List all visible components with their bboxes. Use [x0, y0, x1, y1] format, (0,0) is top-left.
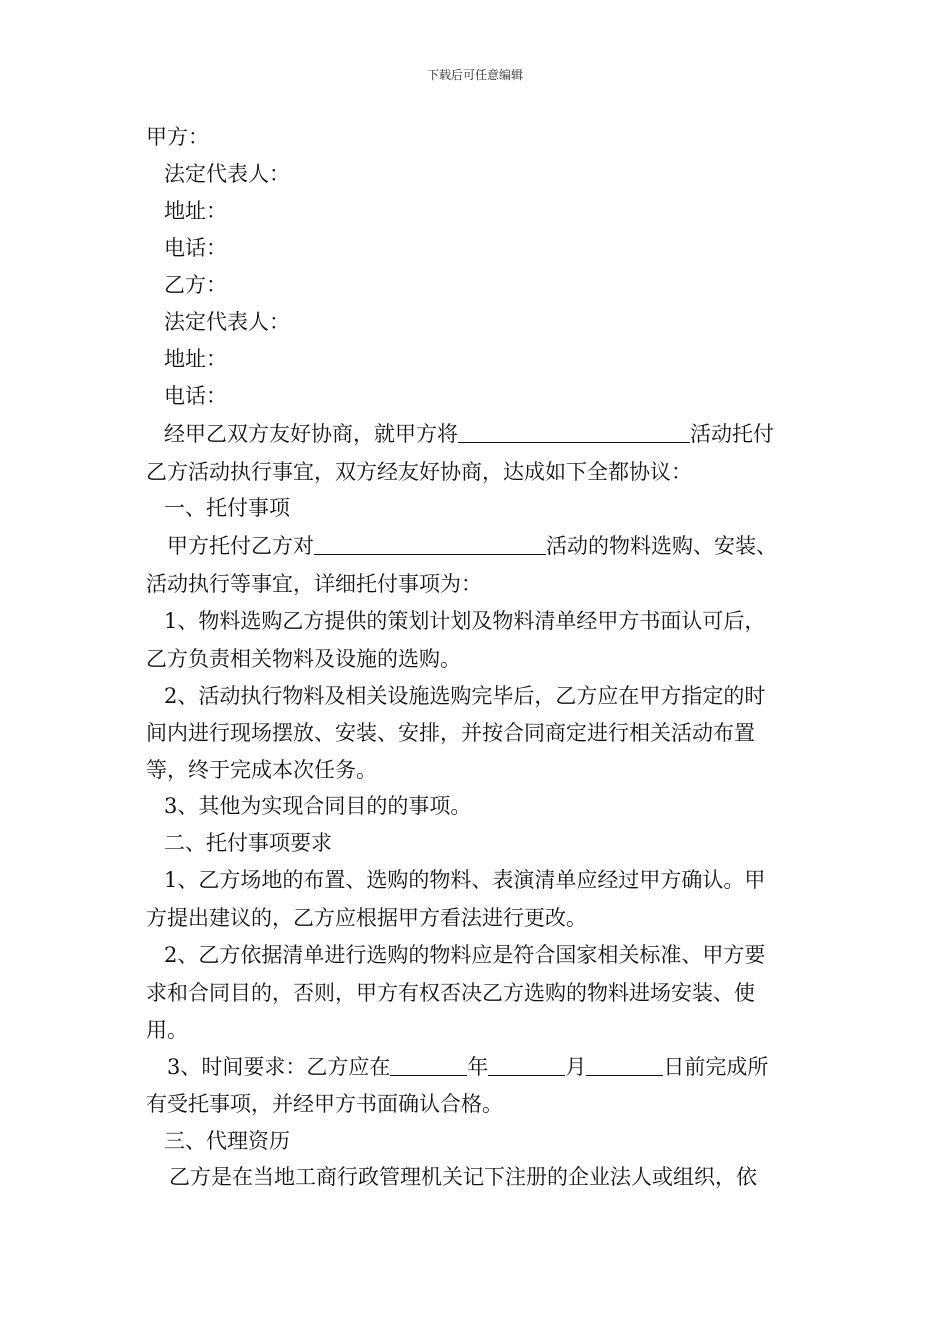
- text-line: [0, 1090, 950, 1118]
- text-segment: 2、乙方依据清单进行选购的物料应是符合国家相关标准、甲方要: [164, 943, 766, 967]
- text-line: [0, 494, 950, 522]
- text-segment: 月: [565, 1055, 587, 1079]
- text-segment: 电话：: [164, 236, 227, 260]
- text-segment: 三、代理资历: [164, 1129, 290, 1153]
- fill-in-blank[interactable]: [458, 422, 690, 443]
- text-segment: 乙方负责相关物料及设施的选购。: [146, 647, 461, 671]
- page-header-note: 下载后可任意编辑: [426, 68, 523, 82]
- text-segment: 地址：: [164, 199, 227, 223]
- text-line: [0, 532, 950, 560]
- text-line: [0, 941, 950, 969]
- fill-in-blank[interactable]: [314, 534, 546, 555]
- text-line: [0, 1163, 950, 1191]
- text-segment: 一、托付事项: [164, 496, 290, 520]
- text-line: [0, 904, 950, 932]
- text-line: [0, 866, 950, 894]
- text-segment: 电话：: [164, 384, 227, 408]
- text-segment: 求和合同目的，否则，甲方有权否决乙方选购的物料进场安装、使: [146, 981, 755, 1005]
- text-line: [0, 829, 950, 857]
- text-segment: 地址：: [164, 347, 227, 371]
- text-line: [0, 271, 950, 299]
- text-segment: 1、物料选购乙方提供的策划计划及物料清单经甲方书面认可后，: [164, 609, 766, 633]
- text-segment: 活动的物料选购、安装、: [546, 534, 777, 558]
- text-segment: 二、托付事项要求: [164, 831, 332, 855]
- text-line: [0, 458, 950, 486]
- fill-in-blank[interactable]: [390, 1055, 467, 1076]
- text-segment: 乙方活动执行事宜，双方经友好协商，达成如下全都协议：: [146, 460, 692, 484]
- text-segment: 经甲乙双方友好协商，就甲方将: [164, 422, 458, 446]
- text-segment: 甲方托付乙方对: [167, 534, 314, 558]
- text-line: [0, 308, 950, 336]
- text-segment: 1、乙方场地的布置、选购的物料、表演清单应经过甲方确认。甲: [164, 868, 766, 892]
- text-line: [0, 234, 950, 262]
- text-segment: 乙方是在当地工商行政管理机关记下注册的企业法人或组织，依: [169, 1165, 757, 1189]
- text-line: [0, 979, 950, 1007]
- text-line: [0, 345, 950, 373]
- text-segment: 方提出建议的，乙方应根据甲方看法进行更改。: [146, 906, 587, 930]
- text-segment: 活动执行等事宜，详细托付事项为：: [146, 572, 482, 596]
- text-line: [0, 682, 950, 710]
- text-segment: 2、活动执行物料及相关设施选购完毕后，乙方应在甲方指定的时: [164, 684, 766, 708]
- text-line: [0, 420, 950, 448]
- text-segment: 法定代表人：: [164, 310, 290, 334]
- text-segment: 甲方：: [146, 125, 209, 149]
- text-line: [0, 570, 950, 598]
- text-line: [0, 645, 950, 673]
- text-segment: 3、其他为实现合同目的的事项。: [164, 794, 472, 818]
- text-line: [0, 1127, 950, 1155]
- text-segment: 等，终于完成本次任务。: [146, 758, 377, 782]
- text-line: [0, 123, 950, 151]
- fill-in-blank[interactable]: [586, 1055, 663, 1076]
- text-segment: 间内进行现场摆放、安装、安排，并按合同商定进行相关活动布置: [146, 721, 755, 745]
- text-line: [0, 1053, 950, 1081]
- text-line: [0, 197, 950, 225]
- text-segment: 日前完成所: [663, 1055, 769, 1079]
- text-line: [0, 1016, 950, 1044]
- text-line: [0, 719, 950, 747]
- text-segment: 乙方：: [164, 273, 227, 297]
- text-line: [0, 607, 950, 635]
- text-segment: 法定代表人：: [164, 162, 290, 186]
- text-line: [0, 756, 950, 784]
- text-line: [0, 160, 950, 188]
- text-segment: 有受托事项，并经甲方书面确认合格。: [146, 1092, 503, 1116]
- text-segment: 3、时间要求：乙方应在: [167, 1055, 391, 1079]
- text-segment: 年: [467, 1055, 489, 1079]
- text-segment: 活动托付: [690, 422, 774, 446]
- text-segment: 用。: [146, 1018, 188, 1042]
- fill-in-blank[interactable]: [488, 1055, 565, 1076]
- text-line: [0, 792, 950, 820]
- text-line: [0, 382, 950, 410]
